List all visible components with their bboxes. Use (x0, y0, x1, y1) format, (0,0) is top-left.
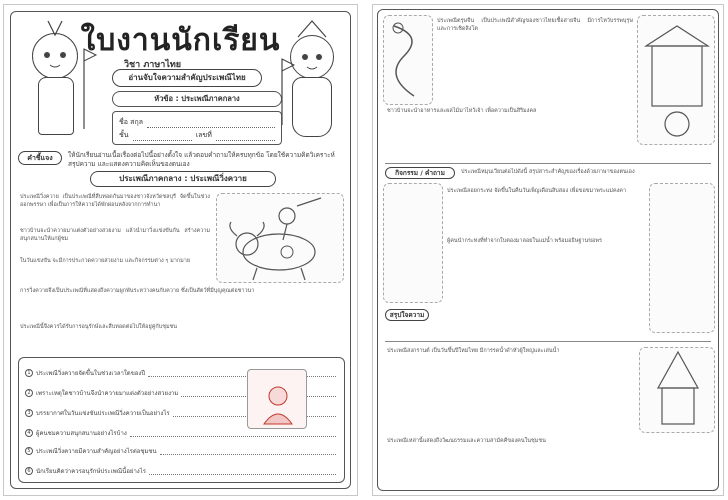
topic-label: หัวข้อ : ประเพณีภาคกลาง (112, 91, 282, 107)
shrine-illustration (637, 15, 715, 145)
answer-line[interactable] (149, 468, 336, 475)
question-text: ประเพณีวิ่งควายมีความสำคัญอย่างไรต่อชุมชน (36, 448, 157, 455)
reading-paragraph: ประเพณีเหล่านี้แสดงถึงวัฒนธรรมและความสามัคคีของคนในชุมชน (387, 438, 546, 444)
reading-paragraph: ในวันแข่งขัน จะมีการประกวดควายสวยงาม และกิจกรรมต่าง ๆ มากมาย (20, 258, 191, 264)
teacher-badge-image (247, 369, 307, 429)
summary-heading: สรุปใจความ (385, 309, 429, 321)
subject-label: วิชา ภาษาไทย (124, 60, 182, 70)
loy-krathong-illustration (383, 183, 443, 303)
worksheet-page-left (3, 4, 358, 496)
question-number: 5 (25, 447, 33, 455)
question-number: 4 (25, 429, 33, 437)
question-text: ผู้คนชมความสนุกสนานอย่างไรบ้าง (36, 430, 127, 437)
question-number: 1 (25, 369, 33, 377)
section-divider (385, 163, 711, 164)
question-text: ประเพณีวิ่งควายจัดขึ้นในช่วงเวลาใดของปี (36, 370, 146, 377)
question-row (25, 446, 336, 456)
instruction-text: ให้นักเรียนอ่านเนื้อเรื่องต่อไปนี้อย่างตั้งใจ แล้วตอบคำถามให้ครบทุกข้อ โดยใช้ความคิดวิเคราะห์ สรุปความ และแสดงความคิดเห็นของตนเอง (68, 151, 335, 168)
class-field[interactable] (133, 132, 192, 141)
dragon-illustration (383, 15, 433, 105)
reading-paragraph: ชาวบ้านจะนำอาหารและผลไม้มาไหว้เจ้า เพื่อความเป็นสิริมงคล (387, 108, 537, 114)
reading-paragraph: การวิ่งควายจึงเป็นประเพณีที่แสดงถึงความผูกพันระหว่างคนกับควาย ซึ่งเป็นสัตว์ที่มีบุญคุณต่อชาวนา (20, 288, 255, 294)
question-number: 6 (25, 467, 33, 475)
reading-paragraph: ประเพณีตรุษจีน เป็นประเพณีสำคัญของชาวไทยเชื้อสายจีน มีการไหว้บรรพบุรุษ และการเชิดสิงโต (437, 18, 633, 33)
class-label: ชั้น (119, 131, 129, 139)
reading-paragraph: ชาวบ้านจะนำควายมาแต่งตัวอย่างสวยงาม แล้วนำมาวิ่งแข่งขันกัน สร้างความสนุกสนานให้แก่ผู้ชม (20, 228, 210, 243)
answer-line[interactable] (130, 430, 336, 437)
reading-paragraph: ประเพณีสงกรานต์ เป็นวันขึ้นปีใหม่ไทย มีการรดน้ำดำหัวผู้ใหญ่และเล่นน้ำ (387, 348, 560, 354)
name-label: ชื่อ สกุล (119, 118, 143, 126)
answer-line[interactable] (160, 448, 336, 455)
question-text: บรรยากาศในวันแข่งขันประเพณีวิ่งควายเป็นอย่างไร (36, 410, 170, 417)
instruction-tag: คำชี้แจง (18, 151, 62, 165)
question-text: เพราะเหตุใดชาวบ้านจึงนำควายมาแต่งตัวอย่างสวยงาม (36, 390, 179, 397)
question-text: นักเรียนคิดว่าควรอนุรักษ์ประเพณีนี้อย่างไร (36, 468, 146, 475)
section-title: ประเพณีภาคกลาง : ประเพณีวิ่งควาย (90, 171, 276, 187)
reading-paragraph: ประเพณีลอยกระทง จัดขึ้นในคืนวันเพ็ญเดือนสิบสอง เพื่อขอขมาพระแม่คงคา (447, 188, 627, 194)
songkran-temple-illustration (639, 347, 715, 433)
student-info-box (112, 111, 282, 145)
temple-river-illustration (649, 183, 715, 333)
question-number: 2 (25, 389, 33, 397)
worksheet-title: ใบงานนักเรียน (80, 23, 281, 58)
question-row (25, 466, 336, 476)
number-field[interactable] (216, 132, 275, 141)
question-number: 3 (25, 409, 33, 417)
buffalo-race-illustration (216, 193, 344, 283)
worksheet-page-right (372, 4, 724, 496)
worksheet-banner: อ่านจับใจความสำคัญประเพณีไทย (112, 69, 262, 87)
name-field[interactable] (147, 119, 275, 128)
reading-paragraph: ประเพณีนี้จึงควรได้รับการอนุรักษ์และสืบทอดต่อไปให้อยู่คู่กับชุมชน (20, 324, 178, 330)
reading-paragraph: ผู้คนนำกระทงที่ทำจากใบตองมาลอยในแม่น้ำ พร้อมอธิษฐานขอพร (447, 238, 602, 244)
number-label: เลขที่ (195, 131, 212, 139)
section-divider (385, 341, 711, 342)
activity-heading: กิจกรรม / คำถาม (385, 167, 455, 179)
reading-paragraph: ประเพณีวิ่งควาย เป็นประเพณีที่สืบทอดกันมาของชาวจังหวัดชลบุรี จัดขึ้นในช่วงออกพรรษา เพื่อเป็นการให้ควายได้พักผ่อนหลังจากการทำนา (20, 194, 210, 209)
activity-text: ประเพณีหมุนเวียนต่อไปดังนี้ สรุปสาระสำคัญของเรื่องด้วยภาษาของตนเอง (461, 169, 635, 175)
